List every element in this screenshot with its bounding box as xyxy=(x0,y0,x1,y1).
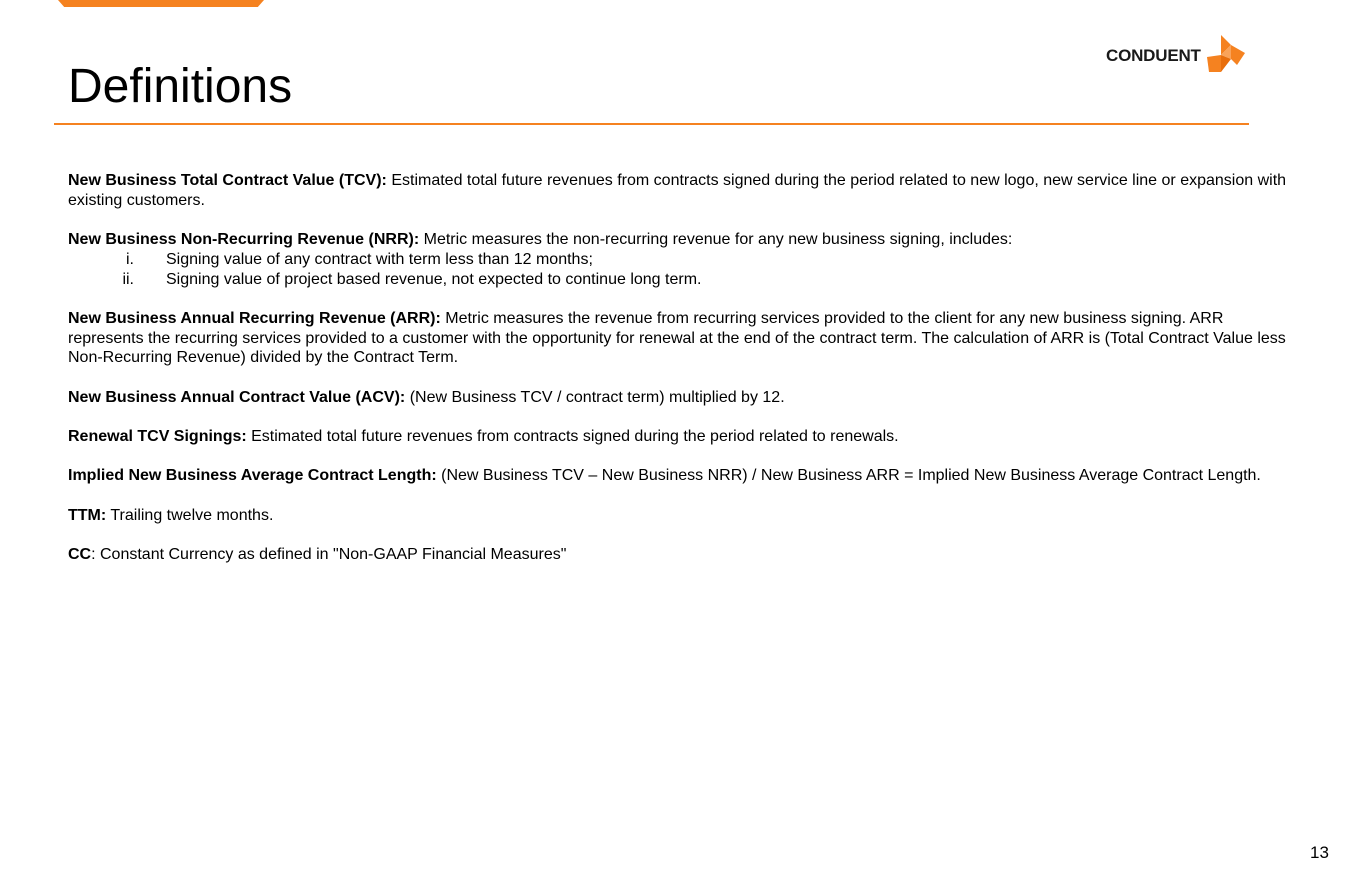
nrr-sub-list xyxy=(68,250,1298,289)
list-item-text: Signing value of project based revenue, not expected to continue long term. xyxy=(166,270,702,288)
definition-nrr xyxy=(68,230,1298,289)
definition-term: TTM: xyxy=(68,506,107,524)
definition-renewal-tcv xyxy=(68,427,1298,447)
page-number: 13 xyxy=(1310,843,1329,862)
definition-acv xyxy=(68,388,1298,408)
definition-text: (New Business TCV / contract term) multiplied by 12. xyxy=(405,388,785,406)
list-item-number: i. xyxy=(126,250,134,268)
conduent-logo xyxy=(1106,35,1245,73)
definition-arr xyxy=(68,309,1298,368)
definition-implied-contract-length xyxy=(68,466,1298,486)
definition-term: New Business Non-Recurring Revenue (NRR): xyxy=(68,231,420,249)
definition-ttm xyxy=(68,506,1298,526)
definition-text: Metric measures the revenue from recurring services provided to the client for any new business signing. ARR represents the recurring services provided to a customer with the opportunity for renewal at the end of the contract term. The calculation of ARR is (Total Contract Value less Non-Recurring Revenue) divided by the Contract Term. xyxy=(68,309,1286,367)
list-item-number: ii. xyxy=(122,270,134,288)
definition-text: Metric measures the non-recurring revenue for any new business signing, includes: xyxy=(419,231,1013,249)
conduent-logo-icon xyxy=(1207,35,1245,73)
definition-term: New Business Annual Contract Value (ACV): xyxy=(68,388,406,406)
definition-text: (New Business TCV – New Business NRR) / New Business ARR = Implied New Business Average Contract Length. xyxy=(436,467,1261,485)
list-item-text: Signing value of any contract with term less than 12 months; xyxy=(166,250,593,268)
definition-text: Estimated total future revenues from contracts signed during the period related to new logo, new service line or expansion with existing customers. xyxy=(68,172,1287,209)
definition-tcv xyxy=(68,171,1298,210)
definition-text: Trailing twelve months. xyxy=(106,506,274,524)
definition-term: New Business Total Contract Value (TCV): xyxy=(68,172,387,189)
logo-wordmark: CONDUENT xyxy=(1106,45,1201,65)
list-item xyxy=(68,250,1298,270)
definition-term: Renewal TCV Signings: xyxy=(68,428,247,446)
definition-term: New Business Annual Recurring Revenue (ARR): xyxy=(68,309,441,327)
definition-cc xyxy=(68,545,1298,565)
page-title: Definitions xyxy=(68,60,293,113)
definition-text: : Constant Currency as defined in "Non-GAAP Financial Measures" xyxy=(91,546,567,564)
title-divider xyxy=(54,123,1249,125)
definition-term: CC xyxy=(68,546,92,564)
definition-term: Implied New Business Average Contract Length: xyxy=(68,467,437,485)
list-item xyxy=(68,270,1298,290)
definitions-list xyxy=(68,171,1298,585)
definition-text: Estimated total future revenues from contracts signed during the period related to renewals. xyxy=(246,428,899,446)
top-accent-bar xyxy=(58,0,264,7)
